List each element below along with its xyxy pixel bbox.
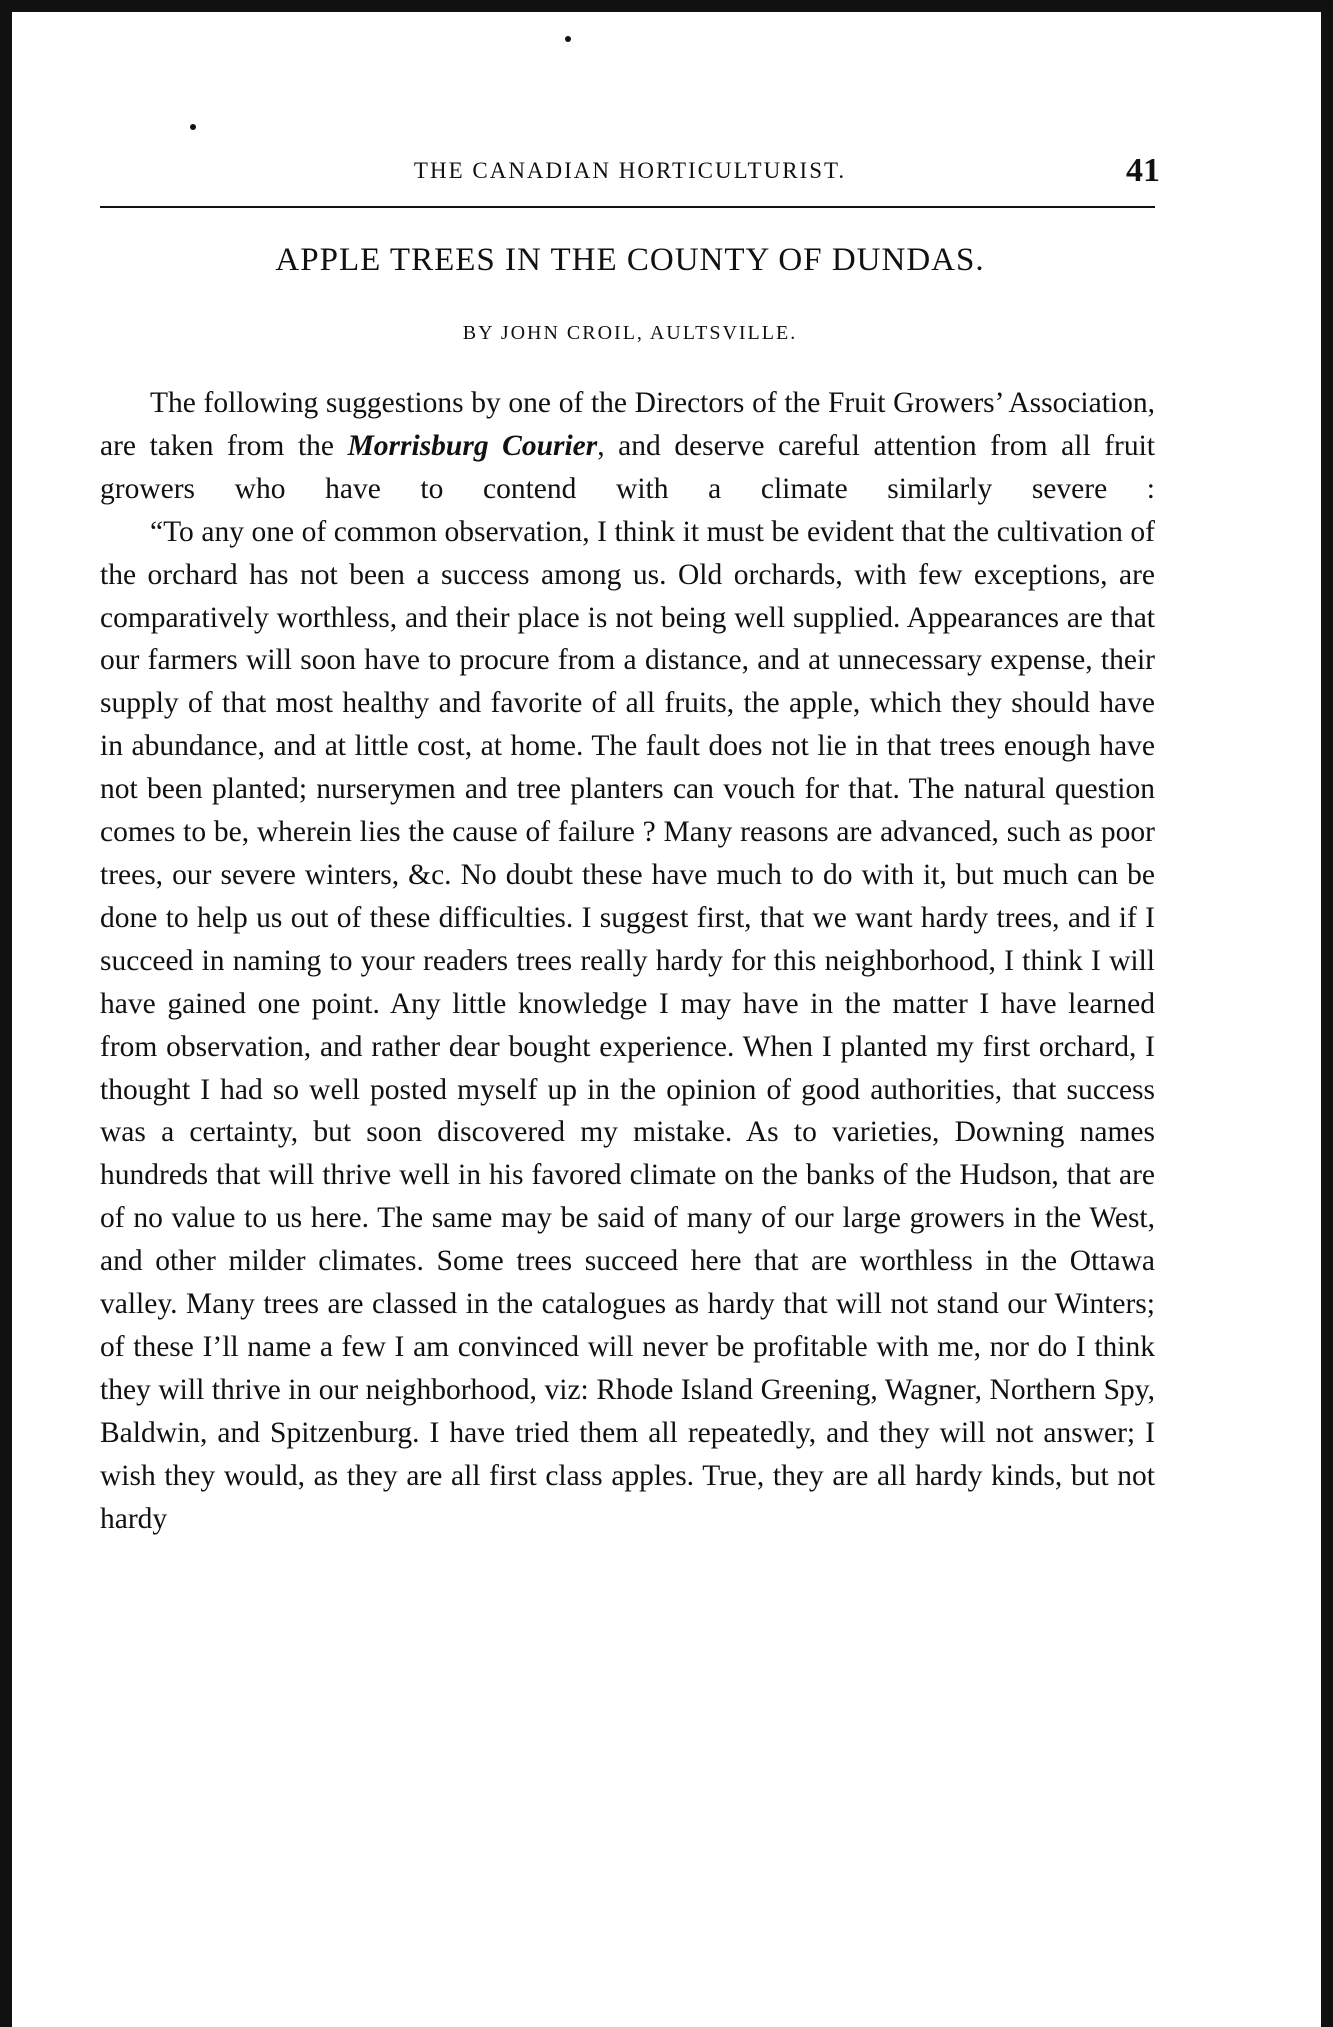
intro-text: The following suggestions by one of the Directors of the Fruit Growers’ Association, are taken from the [100, 387, 1155, 462]
page-number: 41 [1126, 152, 1160, 189]
intro-paragraph [100, 382, 1155, 511]
intro-text-continued: , and deserve careful attention from all fruit growers who have to contend with a climate similarly severe : [100, 429, 1155, 505]
article-title: APPLE TREES IN THE COUNTY OF DUNDAS. [275, 242, 985, 278]
header-rule [100, 206, 1155, 208]
scan-right-border [1321, 0, 1333, 2027]
newspaper-name: Morrisburg Courier [347, 429, 598, 462]
ink-fleck [190, 124, 196, 130]
quotation-paragraph: “To any one of common observation, I think it must be evident that the cultivation of the orchard has not been a success among us. Old orchards, with few exceptions, are comparatively worthless, and their place is not being well supplied. Appearances are that our farmers will soon have to procure from a distance, and at unnecessary expense, their supply of that most healthy and favorite of all fruits, the apple, which they should have in abundance, and at little cost, at home. The fault does not lie in that trees enough have not been planted; nurserymen and tree planters can vouch for that. The natural question comes to be, wherein lies the cause of failure ? Many reasons are advanced, such as poor trees, our severe winters, &c. No doubt these have much to do with it, but much can be done to help us out of these difficulties. I suggest first, that we want hardy trees, and if I succeed in naming to your readers trees really hardy for this neighborhood, I think I will have gained one point. Any little knowledge I may have in the matter I have learned from observation, and rather dear bought experience. When I planted my first orchard, I thought I had so well posted myself up in the opinion of good authorities, that success was a certainty, but soon discovered my mistake. As to varieties, Downing names hundreds that will thrive well in his favored climate on the banks of the Hudson, that are of no value to us here. The same may be said of many of our large growers in the West, and other milder climates. Some trees succeed here that are worthless in the Ottawa valley. Many trees are classed in the catalogues as hardy that will not stand our Winters; of these I’ll name a few I am convinced will never be profitable with me, nor do I think they will thrive in our neighborhood, viz: Rhode Island Greening, Wagner, Northern Spy, Baldwin, and Spitzenburg. I have tried them all repeatedly, and they will not answer; I wish they would, as they are all first class apples. True, they are all hardy kinds, but not hardy [100, 515, 1155, 1535]
article-byline: BY JOHN CROIL, AULTSVILLE. [462, 322, 798, 344]
running-title: THE CANADIAN HORTICULTURIST. [413, 158, 847, 183]
running-header [100, 152, 1160, 192]
scan-top-border [0, 0, 1333, 12]
ink-fleck [565, 36, 571, 42]
article-body [100, 382, 1155, 1540]
scan-left-border [0, 0, 12, 2027]
